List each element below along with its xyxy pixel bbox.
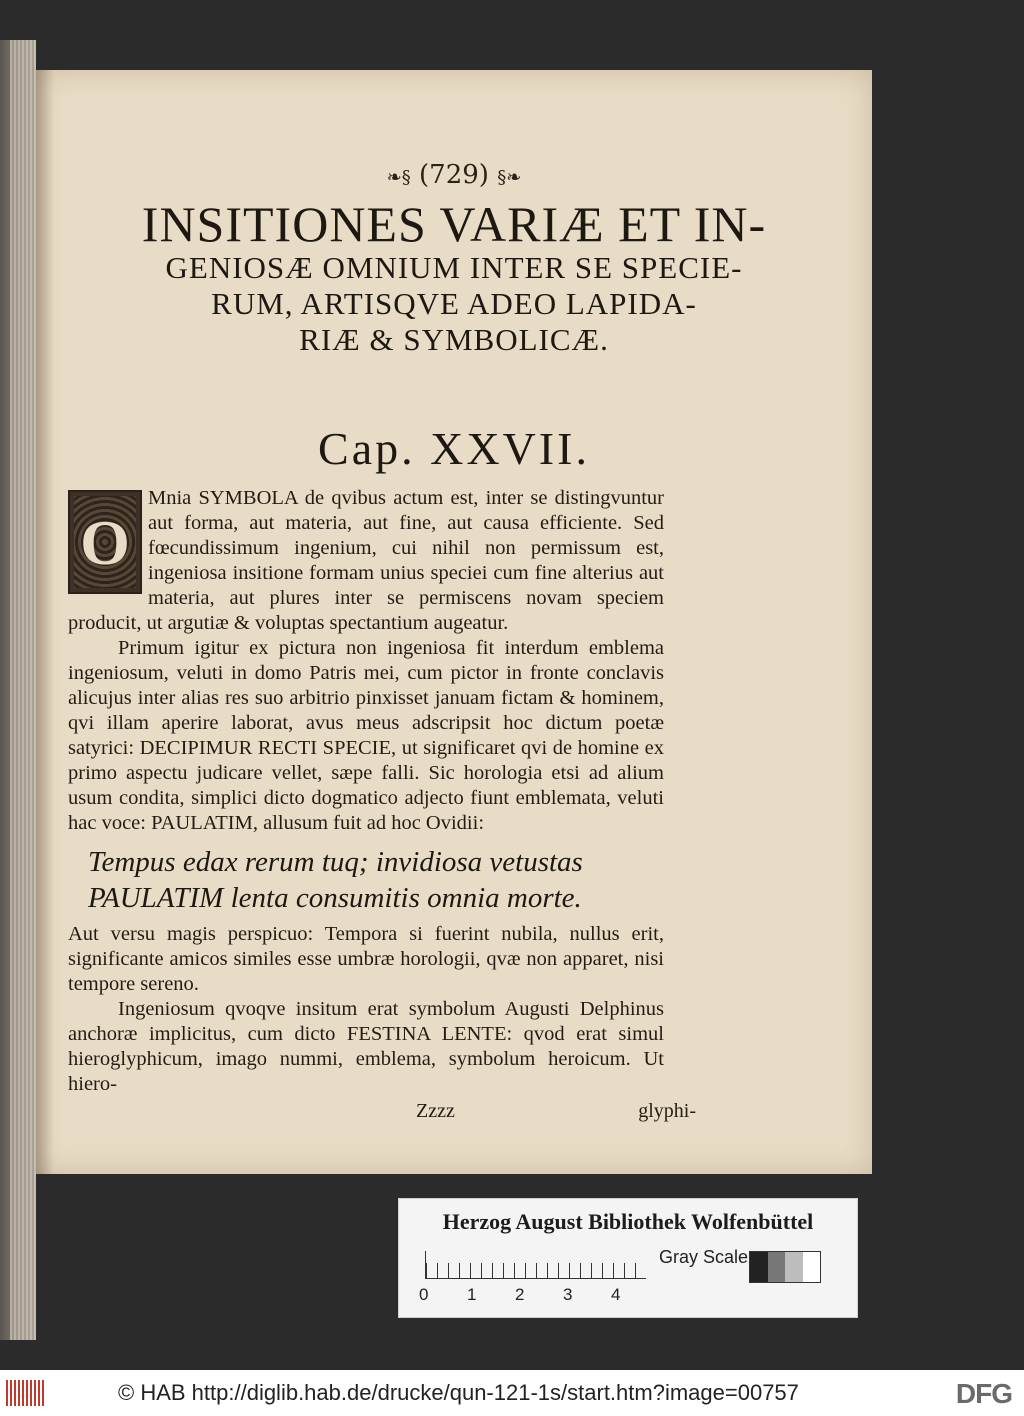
ruler-number: 1 (467, 1285, 477, 1304)
copyright-link[interactable]: © HAB http://diglib.hab.de/drucke/qun-121-1s/start.htm?image=00757 (118, 1380, 799, 1405)
barcode-icon (6, 1380, 46, 1406)
gray-scale-swatches (749, 1251, 821, 1283)
viewer-footer (0, 1370, 1024, 1416)
swatch-light-gray (785, 1252, 803, 1282)
ornament-left: ❧§ (386, 167, 411, 188)
color-reference-card (398, 1198, 858, 1318)
verse-quote (88, 844, 664, 916)
ruler-number: 0 (419, 1285, 429, 1304)
book-page (36, 70, 872, 1174)
body-text (68, 486, 664, 1097)
swatch-dark-gray (768, 1252, 786, 1282)
measurement-ruler (425, 1251, 646, 1279)
dfg-logo: DFG (955, 1378, 1012, 1409)
ruler-number: 4 (611, 1285, 621, 1304)
adjacent-page-edge (0, 40, 36, 1340)
library-name: Herzog August Bibliothek Wolfenbüttel (442, 1209, 814, 1234)
page-number: (729) (419, 160, 489, 190)
signature-mark: Zzzz (416, 1100, 455, 1122)
ruler-number: 3 (563, 1285, 573, 1304)
title-line-3: RUM, ARTISQVE ADEO LAPIDA- (211, 286, 697, 321)
verse-line-2: PAULATIM lenta consumitis omnia morte. (88, 882, 582, 914)
gray-scale-label: Gray Scale (659, 1247, 749, 1267)
catchline (416, 1100, 696, 1123)
paragraph-1-text: Mnia SYMBOLA de qvibus actum est, inter se distingvuntur aut forma, aut materia, aut fine, aut causa efficiente. Sed fœcundissimum ingenium, cui nihil non permissum est, ingeniosa insitione formam unius speciei cum fine alterius aut materia, aut plures inter se permiscens novam speciem producit, ut argutiæ & voluptas spectantium augeatur. (68, 487, 664, 634)
paragraph-1 (68, 486, 664, 636)
ruler-number: 2 (515, 1285, 525, 1304)
ruler-numbers (419, 1285, 659, 1305)
title-line-2: GENIOSÆ OMNIUM INTER SE SPECIE- (165, 250, 743, 285)
verse-line-1: Tempus edax rerum tuq; invidiosa vetustas (88, 846, 583, 878)
page-stack-edge (10, 40, 36, 1340)
title-line-1: INSITIONES VARIÆ ET IN- (141, 196, 767, 252)
paragraph-2: Primum igitur ex pictura non ingeniosa fit interdum emblema ingeniosum, veluti in domo Patris mei, cum pictor in fronte conclavis alicujus inter alias res suo arbitrio pinxisset januam fictam & hominem, qvi illam aperire laborat, avus meus adscripsit hoc dictum poetæ satyrici: DECIPIMUR RECTI SPECIE, ut significaret qvi de homine ex primo aspectu judicare vellet, sæpe falli. Sic horologia etsi ad alium usum condita, simplici dicto dogmatico adjecto fiunt emblemata, veluti hac voce: PAULATIM, allusum fuit ad hoc Ovidii: (68, 637, 664, 834)
page-number-line (36, 160, 872, 190)
ornament-right: §❧ (497, 167, 522, 188)
paragraph-4: Ingeniosum qvoqve insitum erat symbolum Augusti Delphinus anchoræ implicitus, cum dicto FESTINA LENTE: qvod erat simul hieroglyphicum, imago nummi, emblema, symbolum heroicum. Ut hiero- (68, 998, 664, 1095)
decorated-initial: O (68, 490, 142, 594)
swatch-black (750, 1252, 768, 1282)
title-line-4: RIÆ & SYMBOLICÆ. (299, 322, 609, 357)
chapter-title (76, 198, 832, 358)
paragraph-3: Aut versu magis perspicuo: Tempora si fuerint nubila, nullus erit, significante amicos similes esse umbræ horologii, qvæ non apparet, nisi tempore sereno. (68, 923, 664, 995)
catchword: glyphi- (638, 1100, 696, 1122)
chapter-number: Cap. XXVII. (318, 423, 590, 474)
swatch-white (803, 1252, 821, 1282)
